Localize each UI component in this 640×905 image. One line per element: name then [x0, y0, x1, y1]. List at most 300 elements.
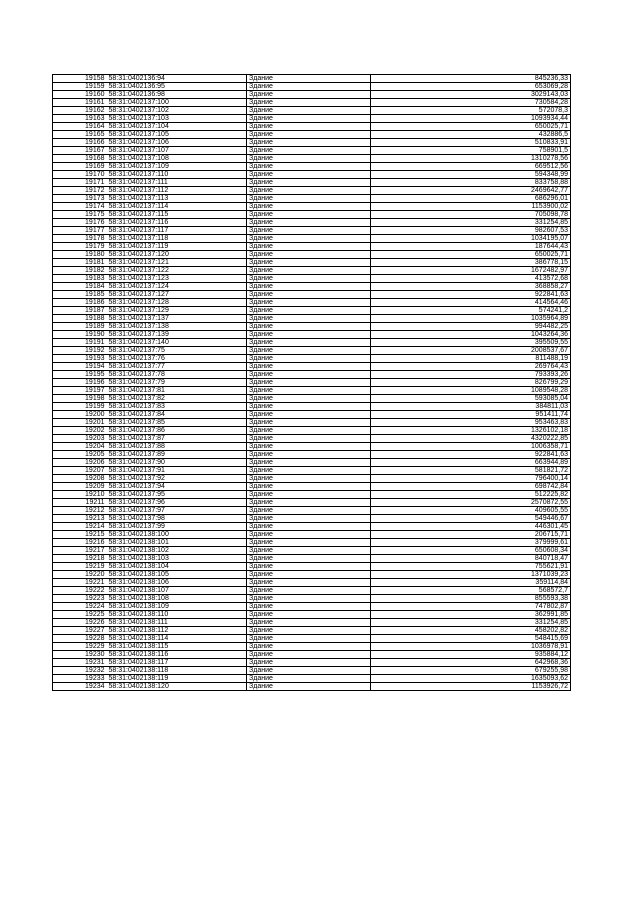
cadastral-number-cell: 58:31:0402137:103	[107, 115, 247, 123]
object-type-cell: Здание	[247, 195, 371, 203]
row-number-cell: 19174	[53, 203, 107, 211]
cadastral-value-cell: 650025,71	[371, 251, 571, 259]
cadastral-value-cell: 548415,69	[371, 635, 571, 643]
row-number-cell: 19175	[53, 211, 107, 219]
object-type-cell: Здание	[247, 347, 371, 355]
cadastral-number-cell: 58:31:0402137:88	[107, 443, 247, 451]
table-row	[53, 651, 571, 659]
object-type-cell: Здание	[247, 155, 371, 163]
cadastral-number-cell: 58:31:0402138:115	[107, 643, 247, 651]
row-number-cell: 19208	[53, 475, 107, 483]
table-row	[53, 107, 571, 115]
cadastral-number-cell: 58:31:0402138:112	[107, 627, 247, 635]
row-number-cell: 19192	[53, 347, 107, 355]
object-type-cell: Здание	[247, 147, 371, 155]
cadastral-number-cell: 58:31:0402137:128	[107, 299, 247, 307]
table-row	[53, 339, 571, 347]
cadastral-number-cell: 58:31:0402137:99	[107, 523, 247, 531]
table-row	[53, 275, 571, 283]
cadastral-value-cell: 1153926,72	[371, 683, 571, 691]
cadastral-number-cell: 58:31:0402137:124	[107, 283, 247, 291]
object-type-cell: Здание	[247, 547, 371, 555]
cadastral-number-cell: 58:31:0402137:91	[107, 467, 247, 475]
cadastral-number-cell: 58:31:0402137:78	[107, 371, 247, 379]
row-number-cell: 19195	[53, 371, 107, 379]
object-type-cell: Здание	[247, 659, 371, 667]
row-number-cell: 19231	[53, 659, 107, 667]
object-type-cell: Здание	[247, 435, 371, 443]
table-row	[53, 451, 571, 459]
cadastral-number-cell: 58:31:0402137:85	[107, 419, 247, 427]
cadastral-value-cell: 796400,14	[371, 475, 571, 483]
cadastral-number-cell: 58:31:0402138:107	[107, 587, 247, 595]
object-type-cell: Здание	[247, 603, 371, 611]
cadastral-number-cell: 58:31:0402137:79	[107, 379, 247, 387]
table-row	[53, 411, 571, 419]
cadastral-number-cell: 58:31:0402137:96	[107, 499, 247, 507]
object-type-cell: Здание	[247, 131, 371, 139]
cadastral-value-cell: 1035964,89	[371, 315, 571, 323]
cadastral-value-cell: 669512,56	[371, 163, 571, 171]
cadastral-number-cell: 58:31:0402137:75	[107, 347, 247, 355]
cadastral-value-cell: 2570872,55	[371, 499, 571, 507]
table-row	[53, 371, 571, 379]
cadastral-value-cell: 642968,36	[371, 659, 571, 667]
cadastral-value-cell: 1635093,62	[371, 675, 571, 683]
table-row	[53, 635, 571, 643]
row-number-cell: 19176	[53, 219, 107, 227]
cadastral-number-cell: 58:31:0402137:118	[107, 235, 247, 243]
row-number-cell: 19211	[53, 499, 107, 507]
cadastral-value-cell: 793393,26	[371, 371, 571, 379]
row-number-cell: 19191	[53, 339, 107, 347]
table-row	[53, 195, 571, 203]
cadastral-number-cell: 58:31:0402137:121	[107, 259, 247, 267]
cadastral-value-table	[52, 74, 571, 691]
table-row	[53, 83, 571, 91]
object-type-cell: Здание	[247, 483, 371, 491]
object-type-cell: Здание	[247, 595, 371, 603]
table-row	[53, 571, 571, 579]
table-row	[53, 363, 571, 371]
table-row	[53, 435, 571, 443]
cadastral-value-cell: 1006358,71	[371, 443, 571, 451]
cadastral-number-cell: 58:31:0402138:120	[107, 683, 247, 691]
cadastral-number-cell: 58:31:0402137:81	[107, 387, 247, 395]
cadastral-number-cell: 58:31:0402137:94	[107, 483, 247, 491]
cadastral-number-cell: 58:31:0402137:77	[107, 363, 247, 371]
cadastral-value-cell: 409605,55	[371, 507, 571, 515]
row-number-cell: 19223	[53, 595, 107, 603]
cadastral-number-cell: 58:31:0402137:86	[107, 427, 247, 435]
cadastral-value-cell: 446301,45	[371, 523, 571, 531]
cadastral-number-cell: 58:31:0402138:118	[107, 667, 247, 675]
cadastral-value-cell: 187644,43	[371, 243, 571, 251]
object-type-cell: Здание	[247, 643, 371, 651]
cadastral-number-cell: 58:31:0402138:110	[107, 611, 247, 619]
object-type-cell: Здание	[247, 211, 371, 219]
cadastral-number-cell: 58:31:0402137:82	[107, 395, 247, 403]
row-number-cell: 19226	[53, 619, 107, 627]
cadastral-value-cell: 379999,61	[371, 539, 571, 547]
table-row	[53, 611, 571, 619]
object-type-cell: Здание	[247, 123, 371, 131]
table-row	[53, 603, 571, 611]
object-type-cell: Здание	[247, 291, 371, 299]
object-type-cell: Здание	[247, 491, 371, 499]
row-number-cell: 19181	[53, 259, 107, 267]
row-number-cell: 19229	[53, 643, 107, 651]
cadastral-number-cell: 58:31:0402138:106	[107, 579, 247, 587]
table-row	[53, 467, 571, 475]
table-row	[53, 683, 571, 691]
table-row	[53, 131, 571, 139]
object-type-cell: Здание	[247, 339, 371, 347]
table-row	[53, 395, 571, 403]
object-type-cell: Здание	[247, 299, 371, 307]
row-number-cell: 19230	[53, 651, 107, 659]
object-type-cell: Здание	[247, 611, 371, 619]
cadastral-number-cell: 58:31:0402137:90	[107, 459, 247, 467]
object-type-cell: Здание	[247, 259, 371, 267]
row-number-cell: 19209	[53, 483, 107, 491]
object-type-cell: Здание	[247, 395, 371, 403]
object-type-cell: Здание	[247, 451, 371, 459]
cadastral-value-cell: 384811,03	[371, 403, 571, 411]
table-row	[53, 547, 571, 555]
cadastral-number-cell: 58:31:0402137:98	[107, 515, 247, 523]
object-type-cell: Здание	[247, 83, 371, 91]
object-type-cell: Здание	[247, 275, 371, 283]
object-type-cell: Здание	[247, 507, 371, 515]
object-type-cell: Здание	[247, 475, 371, 483]
cadastral-number-cell: 58:31:0402137:116	[107, 219, 247, 227]
object-type-cell: Здание	[247, 675, 371, 683]
object-type-cell: Здание	[247, 235, 371, 243]
table-row	[53, 403, 571, 411]
cadastral-number-cell: 58:31:0402137:123	[107, 275, 247, 283]
object-type-cell: Здание	[247, 635, 371, 643]
table-row	[53, 347, 571, 355]
object-type-cell: Здание	[247, 667, 371, 675]
table-row	[53, 243, 571, 251]
row-number-cell: 19221	[53, 579, 107, 587]
cadastral-number-cell: 58:31:0402137:109	[107, 163, 247, 171]
cadastral-number-cell: 58:31:0402138:102	[107, 547, 247, 555]
object-type-cell: Здание	[247, 579, 371, 587]
row-number-cell: 19162	[53, 107, 107, 115]
cadastral-number-cell: 58:31:0402137:108	[107, 155, 247, 163]
table-row	[53, 555, 571, 563]
cadastral-number-cell: 58:31:0402137:87	[107, 435, 247, 443]
row-number-cell: 19160	[53, 91, 107, 99]
table-row	[53, 379, 571, 387]
cadastral-number-cell: 58:31:0402137:114	[107, 203, 247, 211]
cadastral-value-cell: 698742,84	[371, 483, 571, 491]
cadastral-number-cell: 58:31:0402138:104	[107, 563, 247, 571]
row-number-cell: 19186	[53, 299, 107, 307]
row-number-cell: 19190	[53, 331, 107, 339]
table-row	[53, 475, 571, 483]
row-number-cell: 19171	[53, 179, 107, 187]
row-number-cell: 19212	[53, 507, 107, 515]
table-row	[53, 163, 571, 171]
cadastral-value-cell: 458202,82	[371, 627, 571, 635]
table-row	[53, 123, 571, 131]
cadastral-value-cell: 581821,72	[371, 467, 571, 475]
cadastral-value-cell: 686296,01	[371, 195, 571, 203]
cadastral-value-cell: 1310278,56	[371, 155, 571, 163]
cadastral-value-cell: 512225,82	[371, 491, 571, 499]
object-type-cell: Здание	[247, 427, 371, 435]
cadastral-value-cell: 362991,85	[371, 611, 571, 619]
table-row	[53, 355, 571, 363]
table-row	[53, 491, 571, 499]
cadastral-value-cell: 833758,88	[371, 179, 571, 187]
table-row	[53, 563, 571, 571]
row-number-cell: 19180	[53, 251, 107, 259]
row-number-cell: 19233	[53, 675, 107, 683]
table-row	[53, 667, 571, 675]
cadastral-number-cell: 58:31:0402138:108	[107, 595, 247, 603]
cadastral-number-cell: 58:31:0402137:84	[107, 411, 247, 419]
cadastral-value-cell: 1043264,36	[371, 331, 571, 339]
table-row	[53, 515, 571, 523]
table-row	[53, 323, 571, 331]
table-row	[53, 171, 571, 179]
object-type-cell: Здание	[247, 99, 371, 107]
table-row	[53, 531, 571, 539]
cadastral-number-cell: 58:31:0402137:115	[107, 211, 247, 219]
cadastral-value-cell: 840718,47	[371, 555, 571, 563]
row-number-cell: 19182	[53, 267, 107, 275]
row-number-cell: 19227	[53, 627, 107, 635]
cadastral-value-cell: 845236,33	[371, 75, 571, 83]
table-row	[53, 331, 571, 339]
object-type-cell: Здание	[247, 219, 371, 227]
cadastral-value-cell: 679255,98	[371, 667, 571, 675]
cadastral-value-cell: 414564,46	[371, 299, 571, 307]
object-type-cell: Здание	[247, 563, 371, 571]
cadastral-number-cell: 58:31:0402138:109	[107, 603, 247, 611]
table-row	[53, 595, 571, 603]
cadastral-value-cell: 1093934,44	[371, 115, 571, 123]
table-row	[53, 235, 571, 243]
object-type-cell: Здание	[247, 115, 371, 123]
cadastral-value-cell: 650025,71	[371, 123, 571, 131]
row-number-cell: 19161	[53, 99, 107, 107]
table-row	[53, 483, 571, 491]
cadastral-number-cell: 58:31:0402137:111	[107, 179, 247, 187]
table-row	[53, 147, 571, 155]
row-number-cell: 19203	[53, 435, 107, 443]
row-number-cell: 19197	[53, 387, 107, 395]
object-type-cell: Здание	[247, 411, 371, 419]
cadastral-number-cell: 58:31:0402137:117	[107, 227, 247, 235]
object-type-cell: Здание	[247, 587, 371, 595]
table-row	[53, 427, 571, 435]
cadastral-number-cell: 58:31:0402137:110	[107, 171, 247, 179]
object-type-cell: Здание	[247, 323, 371, 331]
cadastral-value-cell: 1672482,97	[371, 267, 571, 275]
cadastral-value-cell: 568572,7	[371, 587, 571, 595]
cadastral-value-cell: 951411,74	[371, 411, 571, 419]
cadastral-value-cell: 650608,34	[371, 547, 571, 555]
cadastral-number-cell: 58:31:0402137:113	[107, 195, 247, 203]
table-row	[53, 443, 571, 451]
cadastral-value-cell: 1326102,18	[371, 427, 571, 435]
object-type-cell: Здание	[247, 163, 371, 171]
cadastral-value-cell: 1153900,02	[371, 203, 571, 211]
cadastral-number-cell: 58:31:0402137:140	[107, 339, 247, 347]
table-row	[53, 203, 571, 211]
cadastral-number-cell: 58:31:0402137:97	[107, 507, 247, 515]
object-type-cell: Здание	[247, 315, 371, 323]
row-number-cell: 19178	[53, 235, 107, 243]
object-type-cell: Здание	[247, 187, 371, 195]
cadastral-value-cell: 758901,5	[371, 147, 571, 155]
row-number-cell: 19220	[53, 571, 107, 579]
object-type-cell: Здание	[247, 139, 371, 147]
cadastral-number-cell: 58:31:0402137:138	[107, 323, 247, 331]
table-row	[53, 579, 571, 587]
cadastral-value-cell: 994482,25	[371, 323, 571, 331]
row-number-cell: 19172	[53, 187, 107, 195]
cadastral-value-cell: 413572,68	[371, 275, 571, 283]
cadastral-value-cell: 1371039,23	[371, 571, 571, 579]
cadastral-value-cell: 510833,91	[371, 139, 571, 147]
object-type-cell: Здание	[247, 91, 371, 99]
cadastral-number-cell: 58:31:0402137:83	[107, 403, 247, 411]
row-number-cell: 19179	[53, 243, 107, 251]
cadastral-value-cell: 572078,3	[371, 107, 571, 115]
cadastral-value-cell: 953463,83	[371, 419, 571, 427]
cadastral-value-cell: 747802,87	[371, 603, 571, 611]
cadastral-value-cell: 359114,84	[371, 579, 571, 587]
cadastral-number-cell: 58:31:0402138:111	[107, 619, 247, 627]
table-row	[53, 643, 571, 651]
cadastral-value-cell: 755621,91	[371, 563, 571, 571]
cadastral-number-cell: 58:31:0402137:129	[107, 307, 247, 315]
table-row	[53, 619, 571, 627]
cadastral-value-cell: 982607,53	[371, 227, 571, 235]
cadastral-number-cell: 58:31:0402136:94	[107, 75, 247, 83]
cadastral-number-cell: 58:31:0402137:106	[107, 139, 247, 147]
cadastral-value-cell: 2008537,67	[371, 347, 571, 355]
table-row	[53, 499, 571, 507]
row-number-cell: 19170	[53, 171, 107, 179]
object-type-cell: Здание	[247, 555, 371, 563]
cadastral-value-cell: 4320222,85	[371, 435, 571, 443]
object-type-cell: Здание	[247, 459, 371, 467]
row-number-cell: 19210	[53, 491, 107, 499]
cadastral-value-cell: 855593,38	[371, 595, 571, 603]
object-type-cell: Здание	[247, 467, 371, 475]
cadastral-value-cell: 593085,04	[371, 395, 571, 403]
cadastral-value-cell: 1036978,91	[371, 643, 571, 651]
table-row	[53, 307, 571, 315]
object-type-cell: Здание	[247, 419, 371, 427]
object-type-cell: Здание	[247, 619, 371, 627]
cadastral-number-cell: 58:31:0402138:117	[107, 659, 247, 667]
object-type-cell: Здание	[247, 523, 371, 531]
cadastral-number-cell: 58:31:0402138:105	[107, 571, 247, 579]
cadastral-number-cell: 58:31:0402137:112	[107, 187, 247, 195]
cadastral-value-cell: 368858,27	[371, 283, 571, 291]
row-number-cell: 19159	[53, 83, 107, 91]
row-number-cell: 19201	[53, 419, 107, 427]
row-number-cell: 19163	[53, 115, 107, 123]
cadastral-value-cell: 574241,2	[371, 307, 571, 315]
object-type-cell: Здание	[247, 515, 371, 523]
cadastral-number-cell: 58:31:0402137:95	[107, 491, 247, 499]
cadastral-value-cell: 331254,85	[371, 619, 571, 627]
table-row	[53, 587, 571, 595]
row-number-cell: 19206	[53, 459, 107, 467]
table-row	[53, 627, 571, 635]
object-type-cell: Здание	[247, 403, 371, 411]
table-row	[53, 251, 571, 259]
row-number-cell: 19165	[53, 131, 107, 139]
table-row	[53, 115, 571, 123]
table-row	[53, 539, 571, 547]
object-type-cell: Здание	[247, 571, 371, 579]
object-type-cell: Здание	[247, 267, 371, 275]
row-number-cell: 19189	[53, 323, 107, 331]
row-number-cell: 19234	[53, 683, 107, 691]
table-row	[53, 259, 571, 267]
row-number-cell: 19218	[53, 555, 107, 563]
row-number-cell: 19228	[53, 635, 107, 643]
table-row	[53, 419, 571, 427]
table-row	[53, 155, 571, 163]
row-number-cell: 19168	[53, 155, 107, 163]
table-row	[53, 211, 571, 219]
row-number-cell: 19207	[53, 467, 107, 475]
row-number-cell: 19185	[53, 291, 107, 299]
table-body	[53, 75, 571, 691]
cadastral-value-cell: 594348,99	[371, 171, 571, 179]
cadastral-number-cell: 58:31:0402137:102	[107, 107, 247, 115]
cadastral-number-cell: 58:31:0402137:107	[107, 147, 247, 155]
object-type-cell: Здание	[247, 355, 371, 363]
object-type-cell: Здание	[247, 499, 371, 507]
table-row	[53, 675, 571, 683]
cadastral-number-cell: 58:31:0402138:103	[107, 555, 247, 563]
table-row	[53, 139, 571, 147]
table-row	[53, 523, 571, 531]
cadastral-number-cell: 58:31:0402137:127	[107, 291, 247, 299]
table-row	[53, 291, 571, 299]
row-number-cell: 19204	[53, 443, 107, 451]
row-number-cell: 19222	[53, 587, 107, 595]
cadastral-value-cell: 826799,29	[371, 379, 571, 387]
cadastral-number-cell: 58:31:0402138:116	[107, 651, 247, 659]
table-row	[53, 507, 571, 515]
table-row	[53, 299, 571, 307]
object-type-cell: Здание	[247, 171, 371, 179]
cadastral-value-cell: 2469642,77	[371, 187, 571, 195]
object-type-cell: Здание	[247, 107, 371, 115]
cadastral-number-cell: 58:31:0402138:101	[107, 539, 247, 547]
object-type-cell: Здание	[247, 203, 371, 211]
cadastral-number-cell: 58:31:0402137:122	[107, 267, 247, 275]
object-type-cell: Здание	[247, 75, 371, 83]
row-number-cell: 19225	[53, 611, 107, 619]
object-type-cell: Здание	[247, 371, 371, 379]
cadastral-value-cell: 386778,15	[371, 259, 571, 267]
row-number-cell: 19205	[53, 451, 107, 459]
